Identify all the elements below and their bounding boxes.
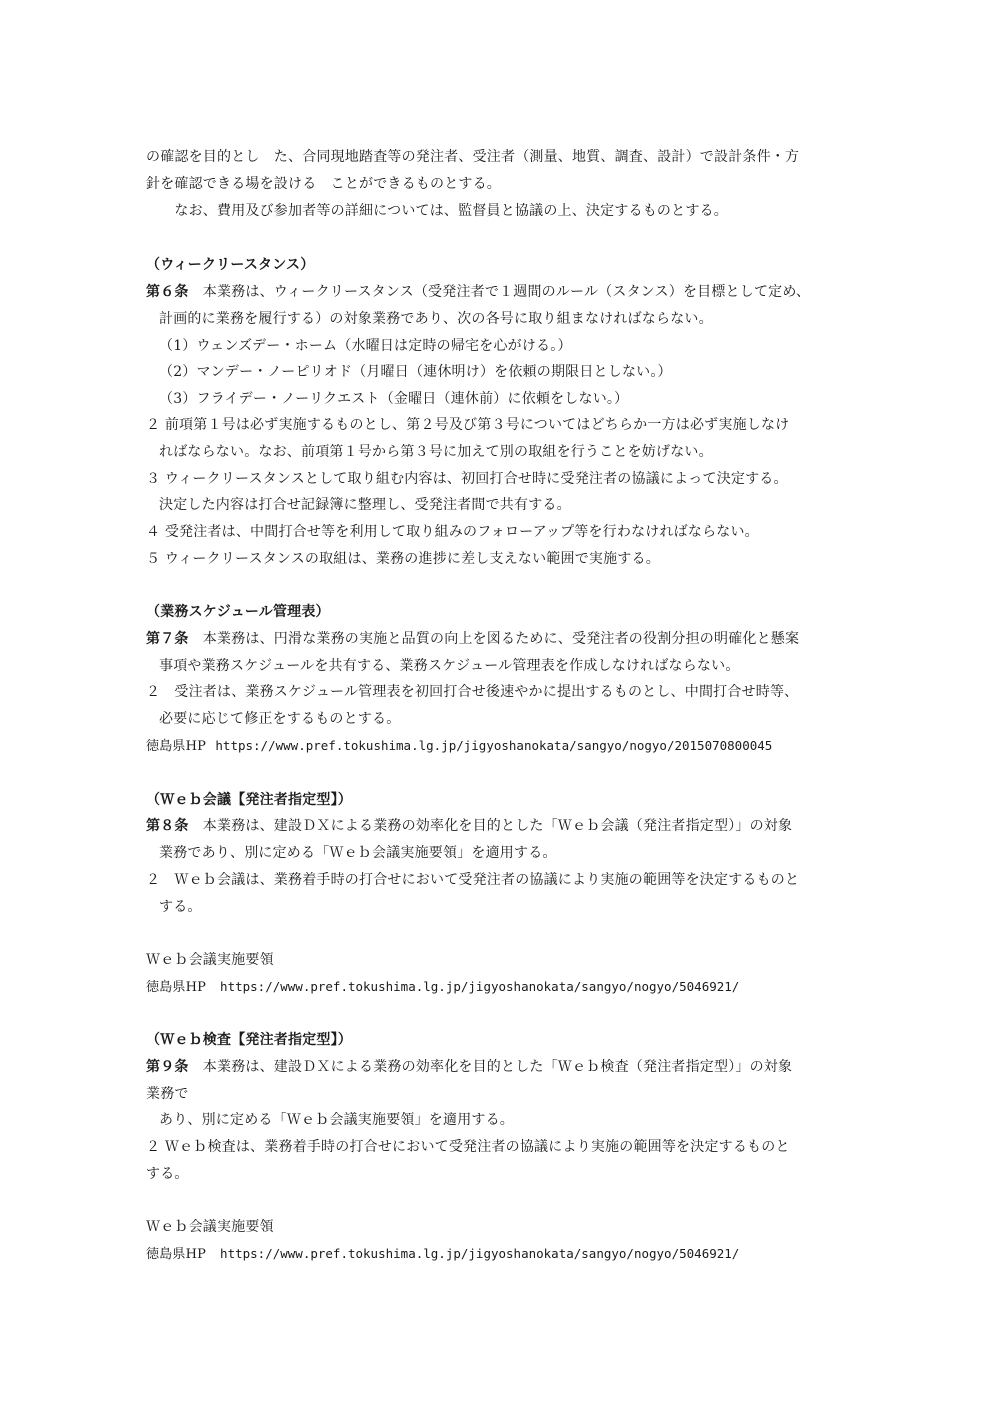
list-item: （3）フライデー・ノーリクエスト（金曜日（連休前）に依頼をしない。） xyxy=(159,391,629,407)
paragraph-line: ２ Ｗｅｂ検査は、業務着手時の打合せにおいて受発注者の協議により実施の範囲等を決定するものと xyxy=(146,1139,790,1155)
article-text: 本業務は、建設ＤＸによる業務の効率化を目的とした「Ｗｅｂ会議（発注者指定型）」の対象 xyxy=(188,818,793,834)
paragraph-line: する。 xyxy=(159,899,202,915)
reference-line xyxy=(146,1246,739,1263)
body-text-line: 針を確認できる場を設ける ことができるものとする。 xyxy=(146,176,501,192)
article-number: 第８条 xyxy=(146,818,189,834)
body-text-line: あり、別に定める「Ｗｅｂ会議実施要領」を適用する。 xyxy=(159,1112,514,1128)
site-label: 徳島県HP xyxy=(146,739,207,754)
article-number: 第６条 xyxy=(146,284,189,300)
body-text-line: 計画的に業務を履行する）の対象業務であり、次の各号に取り組まなければならない。 xyxy=(159,311,713,327)
paragraph-line: 決定した内容は打合せ記録簿に整理し、受発注者間で共有する。 xyxy=(159,497,571,513)
site-label: 徳島県HP xyxy=(146,980,207,995)
article-number: 第７条 xyxy=(146,631,189,647)
reference-link[interactable]: https://www.pref.tokushima.lg.jp/jigyoshanokata/sangyo/nogyo/5046921/ xyxy=(220,1246,740,1261)
article-number: 第９条 xyxy=(146,1059,189,1075)
body-text-line: 業務で xyxy=(146,1086,189,1102)
paragraph-line: する。 xyxy=(146,1166,189,1182)
paragraph-line: ３ ウィークリースタンスとして取り組む内容は、初回打合せ時に受発注者の協議によって決定する。 xyxy=(146,471,788,487)
list-item: （1）ウェンズデー・ホーム（水曜日は定時の帰宅を心がける。） xyxy=(159,338,572,354)
paragraph-line: ２ 受注者は、業務スケジュール管理表を初回打合せ後速やかに提出するものとし、中間打合せ時等、 xyxy=(146,684,799,700)
paragraph-line: ５ ウィークリースタンスの取組は、業務の進捗に差し支えない範囲で実施する。 xyxy=(146,551,660,567)
article-paragraph xyxy=(146,818,792,834)
reference-title: Ｗｅｂ会議実施要領 xyxy=(146,1219,274,1235)
section-heading: （Ｗｅｂ会議【発注者指定型】） xyxy=(146,792,352,808)
article-paragraph xyxy=(146,1059,792,1075)
reference-line xyxy=(146,738,772,755)
article-paragraph xyxy=(146,631,799,647)
reference-link[interactable]: https://www.pref.tokushima.lg.jp/jigyoshanokata/sangyo/nogyo/5046921/ xyxy=(220,979,740,994)
section-heading: （業務スケジュール管理表） xyxy=(146,604,330,620)
paragraph-line: 必要に応じて修正をするものとする。 xyxy=(159,711,401,727)
section-heading: （Ｗｅｂ検査【発注者指定型】） xyxy=(146,1032,352,1048)
body-text-line: なお、費用及び参加者等の詳細については、監督員と協議の上、決定するものとする。 xyxy=(146,203,728,219)
paragraph-line: ればならない。なお、前項第１号から第３号に加えて別の取組を行うことを妨げない。 xyxy=(159,444,713,460)
paragraph-line: ４ 受発注者は、中間打合せ等を利用して取り組みのフォローアップ等を行わなければならない。 xyxy=(146,524,759,540)
article-text: 本業務は、ウィークリースタンス（受発注者で１週間のルール（スタンス）を目標として定め、 xyxy=(188,284,811,300)
site-label: 徳島県HP xyxy=(146,1247,207,1262)
paragraph-line: ２ 前項第１号は必ず実施するものとし、第２号及び第３号についてはどちらか一方は必ず実施しなけ xyxy=(146,417,790,433)
article-text: 本業務は、建設ＤＸによる業務の効率化を目的とした「Ｗｅｂ検査（発注者指定型）」の対象 xyxy=(188,1059,793,1075)
article-paragraph xyxy=(146,284,810,300)
list-item: （2）マンデー・ノーピリオド（月曜日（連休明け）を依頼の期限日としない。） xyxy=(159,364,672,380)
reference-title: Ｗｅｂ会議実施要領 xyxy=(146,952,274,968)
article-text: 本業務は、円滑な業務の実施と品質の向上を図るために、受発注者の役割分担の明確化と懸案 xyxy=(188,631,800,647)
body-text-line: 業務であり、別に定める「Ｗｅｂ会議実施要領」を適用する。 xyxy=(159,845,557,861)
paragraph-line: ２ Ｗｅｂ会議は、業務着手時の打合せにおいて受発注者の協議により実施の範囲等を決定するものと xyxy=(146,872,800,888)
section-heading: （ウィークリースタンス） xyxy=(146,257,315,273)
body-text-line: 事項や業務スケジュールを共有する、業務スケジュール管理表を作成しなければならない。 xyxy=(159,658,740,674)
reference-line xyxy=(146,979,739,996)
reference-link[interactable]: https://www.pref.tokushima.lg.jp/jigyoshanokata/sangyo/nogyo/2015070800045 xyxy=(215,738,773,753)
body-text-line: の確認を目的とし た、合同現地踏査等の発注者、受注者（測量、地質、調査、設計）で設計条件・方 xyxy=(146,149,800,165)
